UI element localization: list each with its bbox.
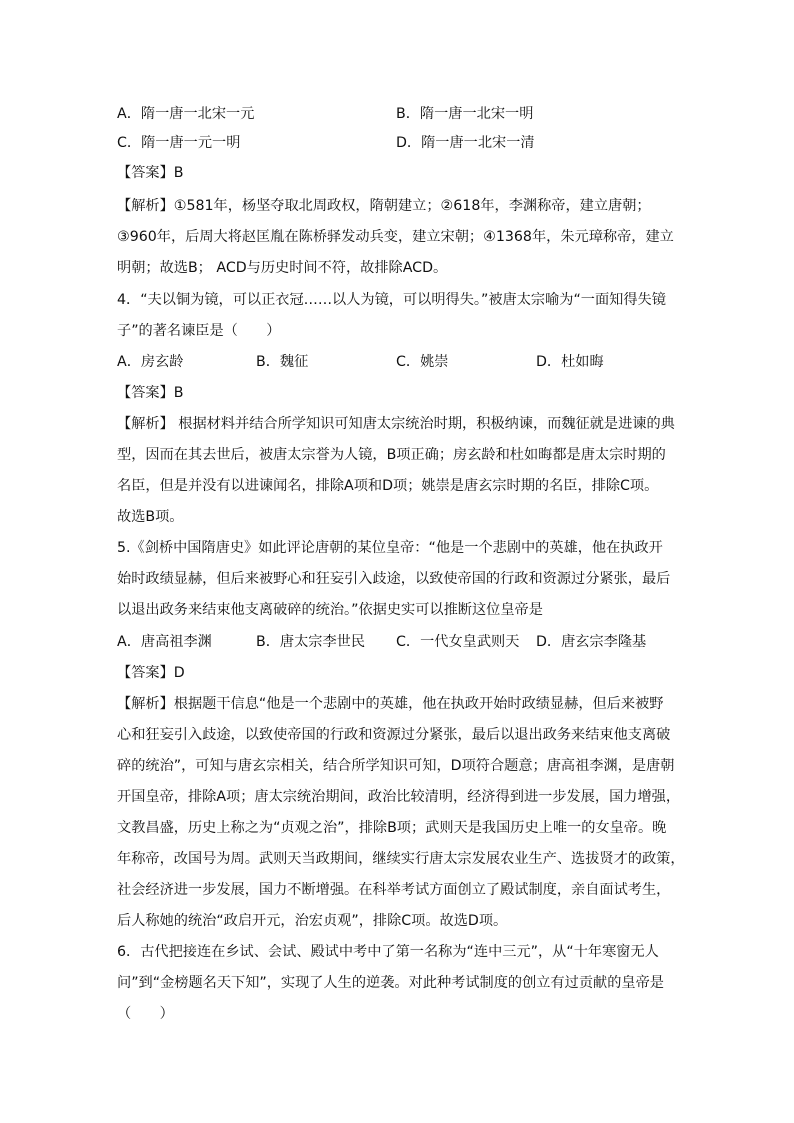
q5-answer: 【答案】D [117, 665, 185, 681]
q5-option-d: D．唐玄宗李隆基 [536, 634, 647, 650]
q4-analysis-line-3: 名臣，但是并没有以进谏闻名，排除A项和D项；姚崇是唐玄宗时期的名臣，排除C项。 [117, 478, 659, 494]
q3-analysis-line-1: 【解析】①581年，杨坚夺取北周政权，隋朝建立；②618年，李渊称帝，建立唐朝； [117, 198, 651, 214]
q4-answer: 【答案】B [117, 385, 184, 401]
q3-answer: 【答案】B [117, 165, 184, 181]
q4-stem-line-1: 4．“夫以铜为镜，可以正衣冠……以人为镜，可以明得失。”被唐太宗喻为“一面知得失镜 [117, 292, 666, 308]
q3-option-a: A．隋一唐一北宋一元 [117, 106, 255, 122]
q5-option-b: B．唐太宗李世民 [256, 634, 366, 650]
q5-stem-line-2: 始时政绩显赫，但后来被野心和狂妄引入歧途，以致使帝国的行政和资源过分紧张，最后 [117, 571, 671, 587]
q5-analysis-line-6: 年称帝，改国号为周。武则天当政期间，继续实行唐太宗发展农业生产、选拔贤才的政策， [117, 851, 685, 867]
q5-stem-line-1: 5.《剑桥中国隋唐史》如此评论唐朝的某位皇帝：“他是一个悲剧中的英雄，他在执政开 [117, 540, 663, 556]
q4-option-c: C．姚崇 [396, 354, 449, 370]
q5-analysis-line-5: 文教昌盛，历史上称之为“贞观之治”，排除B项；武则天是我国历史上唯一的女皇帝。晚 [117, 820, 667, 836]
q5-analysis-line-8: 后人称她的统治“政启开元，治宏贞观”，排除C项。故选D项。 [117, 913, 508, 929]
q5-analysis-line-7: 社会经济进一步发展，国力不断增强。在科举考试方面创立了殿试制度，亲自面试考生， [117, 882, 671, 898]
q5-analysis-line-3: 碎的统治”，可知与唐玄宗相关，结合所学知识可知，D项符合题意；唐高祖李渊，是唐朝 [117, 758, 675, 774]
q3-option-b: B．隋一唐一北宋一明 [396, 106, 534, 122]
q6-stem-line-3: （ ） [117, 1006, 174, 1022]
q4-option-d: D．杜如晦 [536, 354, 604, 370]
q4-option-a: A．房玄龄 [117, 354, 184, 370]
q5-analysis-line-4: 开国皇帝，排除A项；唐太宗统治期间，政治比较清明，经济得到进一步发展，国力增强， [117, 789, 681, 805]
q3-analysis-line-2: ③960年，后周大将赵匡胤在陈桥驿发动兵变，建立宋朝；④1368年，朱元璋称帝，建立 [117, 229, 674, 245]
q3-option-d: D．隋一唐一北宋一清 [396, 135, 535, 151]
q5-option-c: C．一代女皇武则天 [396, 634, 520, 650]
q5-analysis-line-1: 【解析】根据题干信息“他是一个悲剧中的英雄，他在执政开始时政绩显赫，但后来被野 [117, 696, 664, 712]
q5-analysis-line-2: 心和狂妄引入歧途，以致使帝国的行政和资源过分紧张，最后以退出政务来结束他支离破 [117, 727, 671, 743]
q4-analysis-line-2: 型，因而在其去世后，被唐太宗誉为人镜，B项正确；房玄龄和杜如晦都是唐太宗时期的 [117, 447, 666, 463]
q4-option-b: B．魏征 [256, 354, 309, 370]
q4-stem-line-2: 子”的著名谏臣是（ ） [117, 323, 281, 339]
q6-stem-line-1: 6．古代把接连在乡试、会试、殿试中考中了第一名称为“连中三元”，从“十年寒窗无人 [117, 944, 659, 960]
q4-analysis-line-1: 【解析】 根据材料并结合所学知识可知唐太宗统治时期，积极纳谏，而魏征就是进谏的典 [117, 416, 675, 432]
q6-stem-line-2: 问”到“金榜题名天下知”，实现了人生的逆袭。对此种考试制度的创立有过贡献的皇帝是 [117, 975, 664, 991]
q4-analysis-line-4: 故选B项。 [117, 509, 184, 525]
q5-stem-line-3: 以退出政务来结束他支离破碎的统治。”依据史实可以推断这位皇帝是 [117, 602, 543, 618]
q5-option-a: A．唐高祖李渊 [117, 634, 212, 650]
q3-option-c: C．隋一唐一元一明 [117, 135, 241, 151]
q3-analysis-line-3: 明朝；故选B； ACD与历史时间不符，故排除ACD。 [117, 260, 448, 276]
